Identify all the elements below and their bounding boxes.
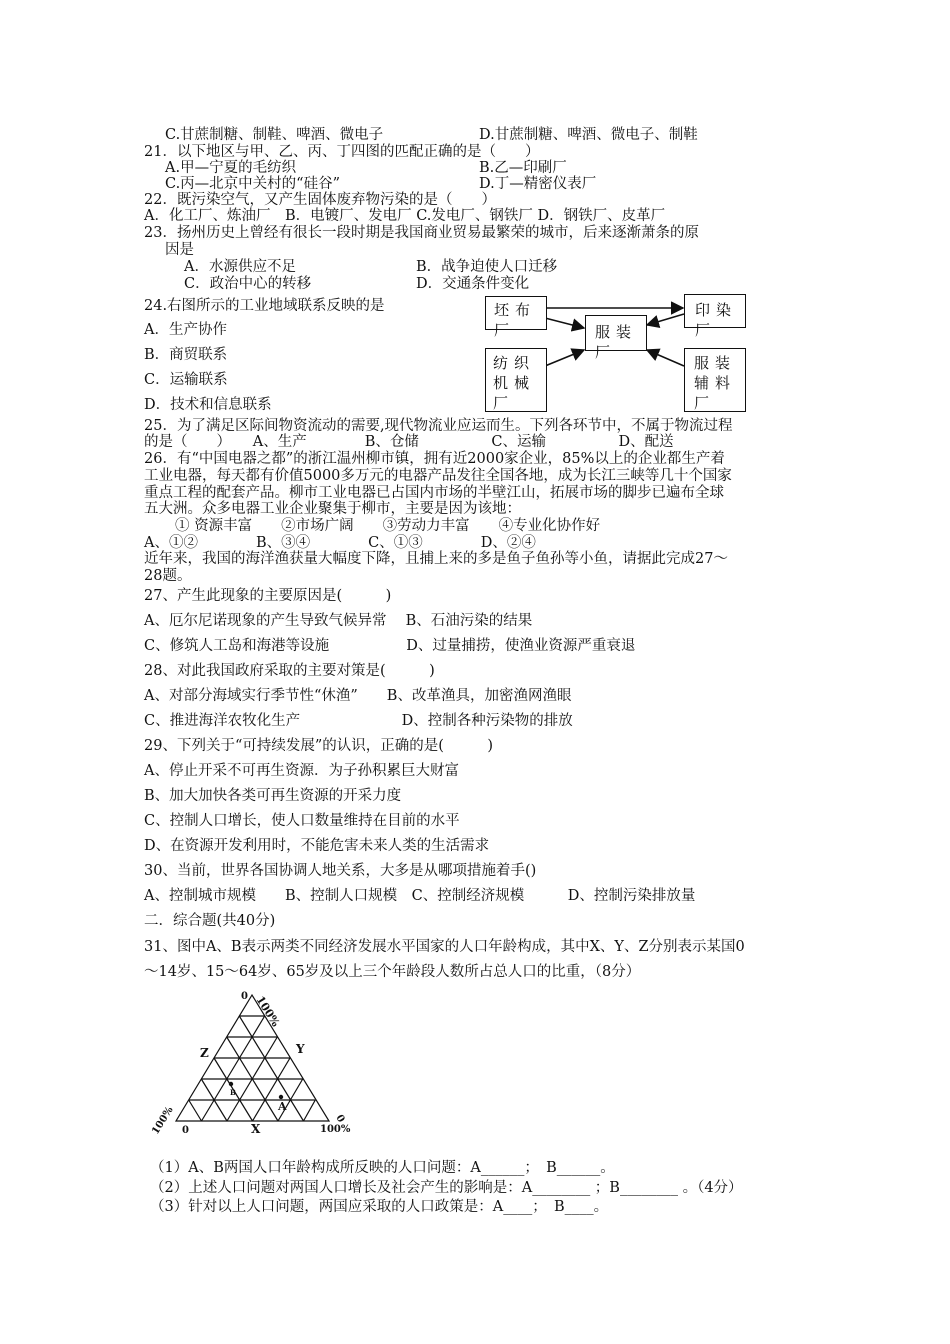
pibu-label: 坯布厂 [494,301,537,339]
question-31-cont: ～14岁、15～64岁、65岁及以上三个年龄段人数所占总人口的比重，（8分） [144,964,641,980]
question-28: 28、对此我国政府采取的主要对策是( ) [144,663,435,679]
option-c: C．运输联系 [144,372,228,388]
question-29: 29、下列关于“可持续发展”的认识，正确的是( ) [144,738,494,754]
option-b: B、加大加快各类可再生资源的开采力度 [144,788,402,804]
label-top-100: 100% [253,993,283,1029]
question-23: 23．扬州历史上曾经有很长一段时期是我国商业贸易最繁荣的城市，后来逐渐萧条的原 [144,225,699,241]
option-d: D.丁—精密仪表厂 [479,176,597,192]
fuzhuang-label: 服装厂 [595,323,638,361]
fangzhi-label: 纺织机械厂 [493,354,536,412]
option-d: D、在资源开发利用时，不能危害未来人类的生活需求 [144,838,490,854]
option-d: D．交通条件变化 [416,276,530,292]
intro-27-28: 近年来，我国的海洋渔获量大幅度下降，且捕上来的多是鱼子鱼孙等小鱼，请据此完成27～ [144,551,728,567]
option-ab: A、厄尔尼诺现象的产生导致气候异常 B、石油污染的结果 [144,613,533,629]
text-line: C.甘蔗制糖、制鞋、啤酒、微电子 [165,127,384,143]
point-a [279,1095,283,1099]
option-cd: C、修筑人工岛和海港等设施 D、过量捕捞，使渔业资源严重衰退 [144,638,636,654]
question-25: 25．为了满足区际间物资流动的需要,现代物流业应运而生。下列各环节中，不属于物流过程 [144,418,733,434]
question-25-options: 的是（ ） A、生产 B、仓储 C、运输 D、配送 [144,434,674,450]
question-23-cont: 因是 [165,242,194,258]
section-heading: 二．综合题(共40分) [144,913,276,929]
question-22: 22．既污染空气，又产生固体废弃物污染的是（ ） [144,192,496,208]
question-26-cont: 工业电器，每天都有价值5000多万元的电器产品发往全国各地，成为长江三峡等几十个国家 [144,468,732,484]
option-a: A.甲—宁夏的毛纺织 [165,160,297,176]
label-b: B [230,1088,236,1097]
sub-question-2: （2）上述人口问题对两国人口增长及社会产生的影响是：A________ ；B________ 。（4分） [150,1180,743,1196]
option-a: A．水源供应不足 [184,259,296,275]
option-a: A．生产协作 [144,322,227,338]
sub-question-1: （1）A、B两国人口年龄构成所反映的人口问题：A______； B______。 [150,1160,615,1176]
intro-27-28-cont: 28题。 [144,568,192,584]
option-b: B．商贸联系 [144,347,228,363]
point-b [229,1082,233,1086]
option-c: C.丙—北京中关村的“硅谷” [165,176,341,192]
option-cd: C、推进海洋农牧化生产 D、控制各种污染物的排放 [144,713,573,729]
yinran-label: 印染厂 [695,301,738,339]
question-31: 31、图中A、B表示两类不同经济发展水平国家的人口年龄构成，其中X、Y、Z分别表示某国0 [144,939,745,955]
option-ab: A、对部分海域实行季节性“休渔” B、改革渔具，加密渔网渔眼 [144,688,572,704]
label-zero-top: 0 [241,991,248,1002]
question-22-options: A．化工厂、炼油厂 B．电镀厂、发电厂 C.发电厂、钢铁厂 D．钢铁厂、皮革厂 [144,208,666,224]
label-z: Z [200,1046,209,1060]
question-26: 26．有“中国电器之都”的浙江温州柳市镇，拥有近2000家企业，85%以上的企业都生产着 [144,451,725,467]
option-a: A、停止开采不可再生资源．为子孙积累巨大财富 [144,763,459,779]
option-c: C、控制人口增长，使人口数量维持在目前的水平 [144,813,460,829]
option-b: B.乙—印刷厂 [479,160,567,176]
question-26-cont: 五大洲。众多电器工业企业聚集于柳市，主要是因为该地： [144,501,521,517]
question-26-items: ① 资源丰富 ②市场广阔 ③劳动力丰富 ④专业化协作好 [175,518,601,534]
question-30: 30、当前，世界各国协调人地关系，大多是从哪项措施着手() [144,863,537,879]
label-x: X [251,1122,261,1136]
text-line: D.甘蔗制糖、啤酒、微电子、制鞋 [479,127,698,143]
label-left-100: 100% [150,1104,176,1137]
label-origin: 0 [182,1125,189,1136]
question-26-cont: 重点工程的配套产品。柳市工业电器已占国内市场的半壁江山，拓展市场的脚步已遍布全球 [144,485,724,501]
question-24: 24.右图所示的工业地域联系反映的是 [144,298,385,314]
label-zero-right: 0 [333,1113,347,1125]
label-right-100: 100% [320,1124,351,1135]
question-27: 27、产生此现象的主要原因是( ) [144,588,392,604]
label-y: Y [296,1042,305,1056]
question-30-options: A、控制城市规模 B、控制人口规模 C、控制经济规模 D、控制污染排放量 [144,888,696,904]
question-26-options: A、①② B、③④ C、①③ D、②④ [144,535,536,551]
option-c: C．政治中心的转移 [184,276,312,292]
option-b: B．战争迫使人口迁移 [416,259,558,275]
fuliao-label: 服装辅料厂 [694,354,737,412]
question-21: 21．以下地区与甲、乙、丙、丁四图的匹配正确的是（ ） [144,144,540,160]
option-d: D．技术和信息联系 [144,397,272,413]
label-a: A [278,1100,287,1113]
sub-question-3: （3）针对以上人口问题，两国应采取的人口政策是：A____； B____。 [150,1199,609,1215]
